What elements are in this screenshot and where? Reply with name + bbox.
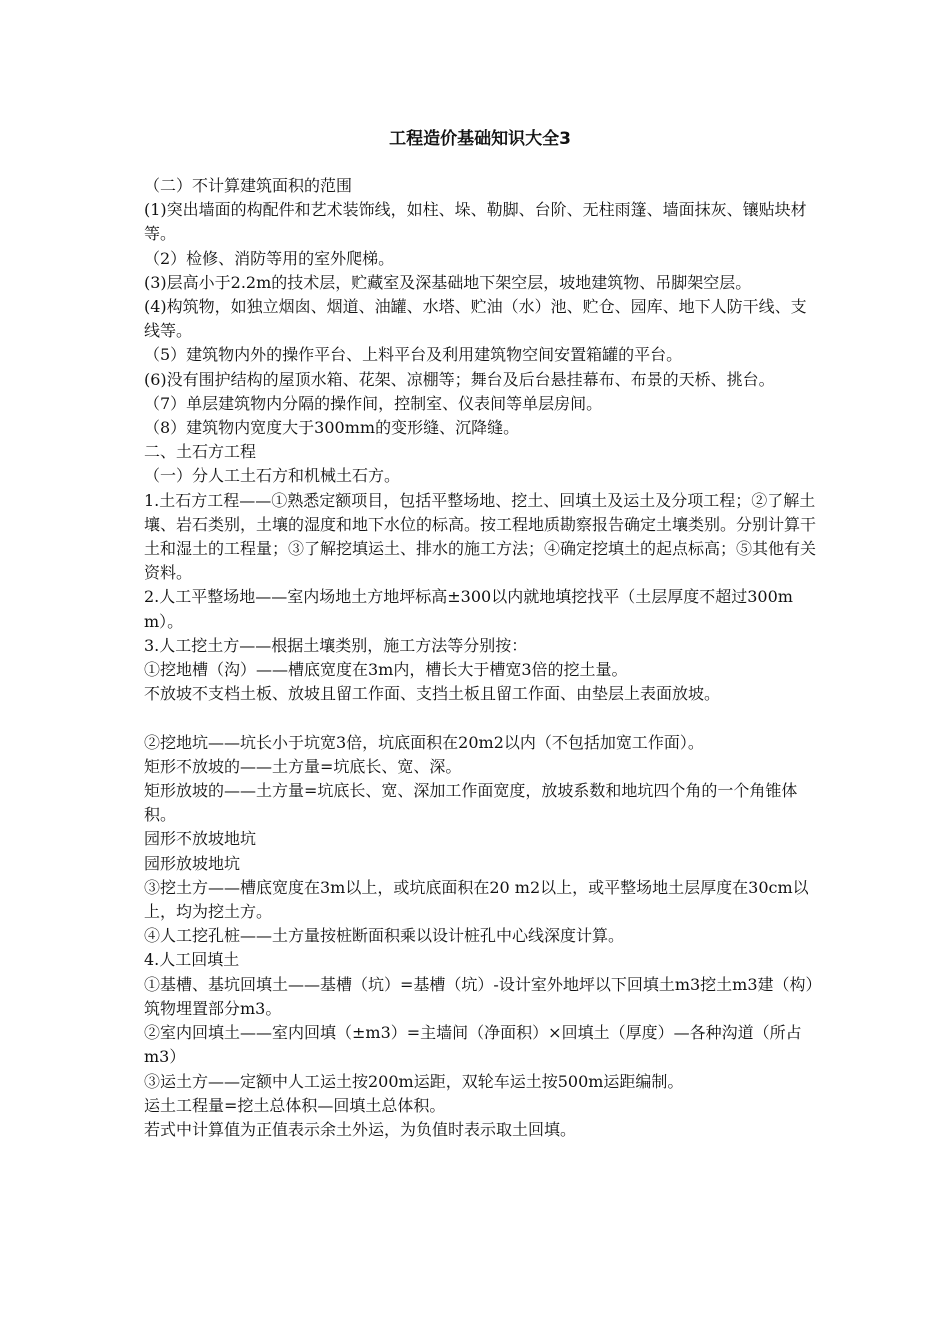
paragraph: 矩形放坡的——土方量=坑底长、宽、深加工作面宽度，放坡系数和地坑四个角的一个角锥体积。 — [144, 781, 798, 825]
paragraph: 3.人工挖土方——根据土壤类别，施工方法等分别按： — [144, 635, 528, 655]
paragraph: 园形放坡地坑 — [144, 853, 241, 873]
document-body — [144, 174, 816, 1142]
paragraph: （8）建筑物内宽度大于300mm的变形缝、沉降缝。 — [144, 418, 520, 438]
paragraph: （7）单层建筑物内分隔的操作间，控制室、仪表间等单层房间。 — [144, 393, 603, 413]
paragraph: （5）建筑物内外的操作平台、上料平台及利用建筑物空间安置箱罐的平台。 — [144, 345, 683, 365]
document-page — [144, 0, 816, 1344]
paragraph: 若式中计算值为正值表示余土外运，为负值时表示取土回填。 — [144, 1119, 577, 1139]
paragraph: ②室内回填土——室内回填（±m3）=主墙间（净面积）×回填土（厚度）—各种沟道（所占m3） — [144, 1023, 802, 1067]
page-title: 工程造价基础知识大全3 — [389, 129, 571, 149]
paragraph: (1)突出墙面的构配件和艺术装饰线，如柱、垛、勒脚、台阶、无柱雨篷、墙面抹灰、镶贴块材等。 — [144, 200, 807, 244]
paragraph: (4)构筑物，如独立烟囱、烟道、油罐、水塔、贮油（水）池、贮仓、园库、地下人防干线、支线等。 — [144, 297, 807, 341]
paragraph: （二）不计算建筑面积的范围 — [144, 176, 353, 195]
paragraph: ①挖地槽（沟）——槽底宽度在3m内，槽长大于槽宽3倍的挖土量。 — [144, 660, 628, 680]
paragraph: （2）检修、消防等用的室外爬梯。 — [144, 248, 395, 268]
paragraph: 1.土石方工程——①熟悉定额项目，包括平整场地、挖土、回填土及运土及分项工程；②了解土壤、岩石类别，土壤的湿度和地下水位的标高。按工程地质勘察报告确定土壤类别。分别计算干土和湿土的工程量；③了解挖填运土、排水的施工方法；④确定挖填土的起点标高；⑤其他有关资料。 — [144, 490, 817, 583]
paragraph: ②挖地坑——坑长小于坑宽3倍，坑底面积在20m2以内（不包括加宽工作面）。 — [144, 732, 704, 752]
paragraph: 4.人工回填土 — [144, 950, 240, 970]
paragraph: (3)层高小于2.2m的技术层，贮藏室及深基础地下架空层，坡地建筑物、吊脚架空层。 — [144, 272, 752, 292]
paragraph: ③运土方——定额中人工运土按200m运距，双轮车运土按500m运距编制。 — [144, 1071, 684, 1091]
paragraph — [144, 706, 816, 730]
paragraph: 运土工程量=挖土总体积—回填土总体积。 — [144, 1095, 446, 1115]
paragraph: 2.人工平整场地——室内场地土方地坪标高±300以内就地填挖找平（土层厚度不超过300mm）。 — [144, 587, 793, 631]
paragraph: （一）分人工土石方和机械土石方。 — [144, 466, 401, 486]
paragraph: 二、土石方工程 — [144, 442, 257, 462]
paragraph: ③挖土方——槽底宽度在3m以上，或坑底面积在20 m2以上，或平整场地土层厚度在30cm以上，均为挖土方。 — [144, 877, 809, 922]
paragraph: 矩形不放坡的——土方量=坑底长、宽、深。 — [144, 756, 462, 776]
paragraph: (6)没有围护结构的屋顶水箱、花架、凉棚等；舞台及后台悬挂幕布、布景的天桥、挑台。 — [144, 369, 775, 389]
paragraph: 园形不放坡地坑 — [144, 829, 257, 849]
paragraph: ④人工挖孔桩——土方量按桩断面积乘以设计桩孔中心线深度计算。 — [144, 926, 625, 946]
paragraph: 不放坡不支档土板、放坡且留工作面、支挡土板且留工作面、由垫层上表面放坡。 — [144, 684, 721, 704]
paragraph: ①基槽、基坑回填土——基槽（坑）=基槽（坑）-设计室外地坪以下回填土m3挖土m3建（构）筑物埋置部分m3。 — [144, 974, 814, 1018]
